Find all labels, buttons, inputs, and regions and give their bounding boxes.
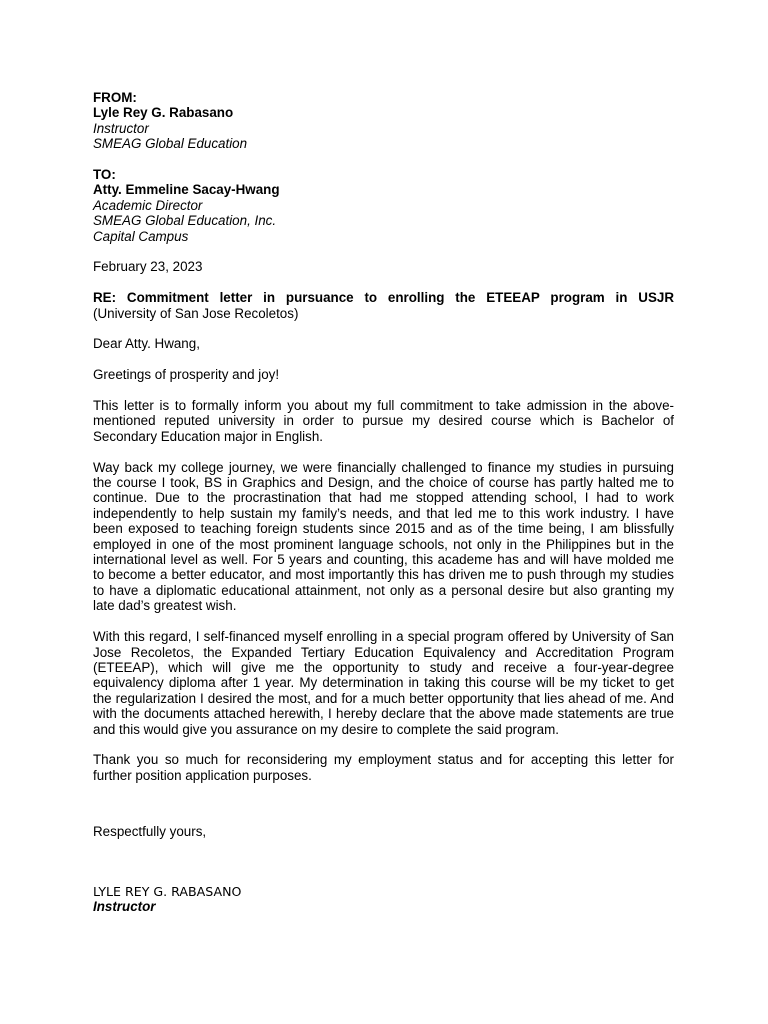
paragraph-thanks: Thank you so much for reconsidering my employment status and for accepting this letter for further position application purposes. (93, 752, 674, 783)
signature-title: Instructor (93, 898, 156, 914)
greeting: Greetings of prosperity and joy! (93, 367, 280, 383)
closing: Respectfully yours, (93, 824, 207, 840)
subject-block (93, 290, 674, 321)
to-campus: Capital Campus (93, 228, 189, 244)
subject-line-continued: (University of San Jose Recoletos) (93, 305, 299, 321)
paragraph-program: With this regard, I self-financed myself enrolling in a special program offered by University of San Jose Recoletos, the Expanded Tertiary Education Equivalency and Accreditation Program (ETEEAP), which will give me the opportunity to study and receive a four-year-degree equivalency diploma after 1 year. My determination in taking this course will be my ticket to get the regularization I desired the most, and for a much better opportunity that lies ahead of me. And with the documents attached herewith, I hereby declare that the above made statements are true and this would give you assurance on my desire to complete the said program. (93, 629, 674, 737)
paragraph-background: Way back my college journey, we were financially challenged to finance my studies in pursuing the course I took, BS in Graphics and Design, and the choice of course has partly halted me to continue. Due to the procrastination that had me stopped attending school, I had to work independently to help sustain my family’s needs, and that led me to this work industry. I have been exposed to teaching foreign students since 2015 and as of the time being, I am blissfully employed in one of the most prominent language schools, not only in the Philippines but in the international level as well. For 5 years and counting, this academe has and will have molded me to become a better educator, and most importantly this has driven me to push through my studies to have a diplomatic educational attainment, not only as a personal desire but also granting my late dad’s greatest wish. (93, 459, 674, 614)
from-title: Instructor (93, 120, 149, 136)
salutation: Dear Atty. Hwang, (93, 336, 200, 352)
paragraph-intro: This letter is to formally inform you about my full commitment to take admission in the above-mentioned reputed university in order to pursue my desired course which is Bachelor of Secondary Education major in English. (93, 398, 674, 444)
subject-line: RE: Commitment letter in pursuance to enrolling the ETEEAP program in USJR (93, 290, 674, 306)
signature-block (93, 884, 674, 915)
letter-date: February 23, 2023 (93, 259, 203, 275)
to-name: Atty. Emmeline Sacay-Hwang (93, 182, 280, 198)
signature-name: LYLE REY G. RABASANO (93, 883, 242, 899)
to-block (93, 167, 674, 244)
to-label: TO: (93, 167, 116, 183)
from-name: Lyle Rey G. Rabasano (93, 105, 234, 121)
to-title: Academic Director (93, 197, 203, 213)
to-organization: SMEAG Global Education, Inc. (93, 213, 277, 229)
letter-body (93, 90, 674, 914)
from-organization: SMEAG Global Education (93, 136, 248, 152)
from-label: FROM: (93, 90, 137, 105)
from-block (93, 90, 674, 152)
